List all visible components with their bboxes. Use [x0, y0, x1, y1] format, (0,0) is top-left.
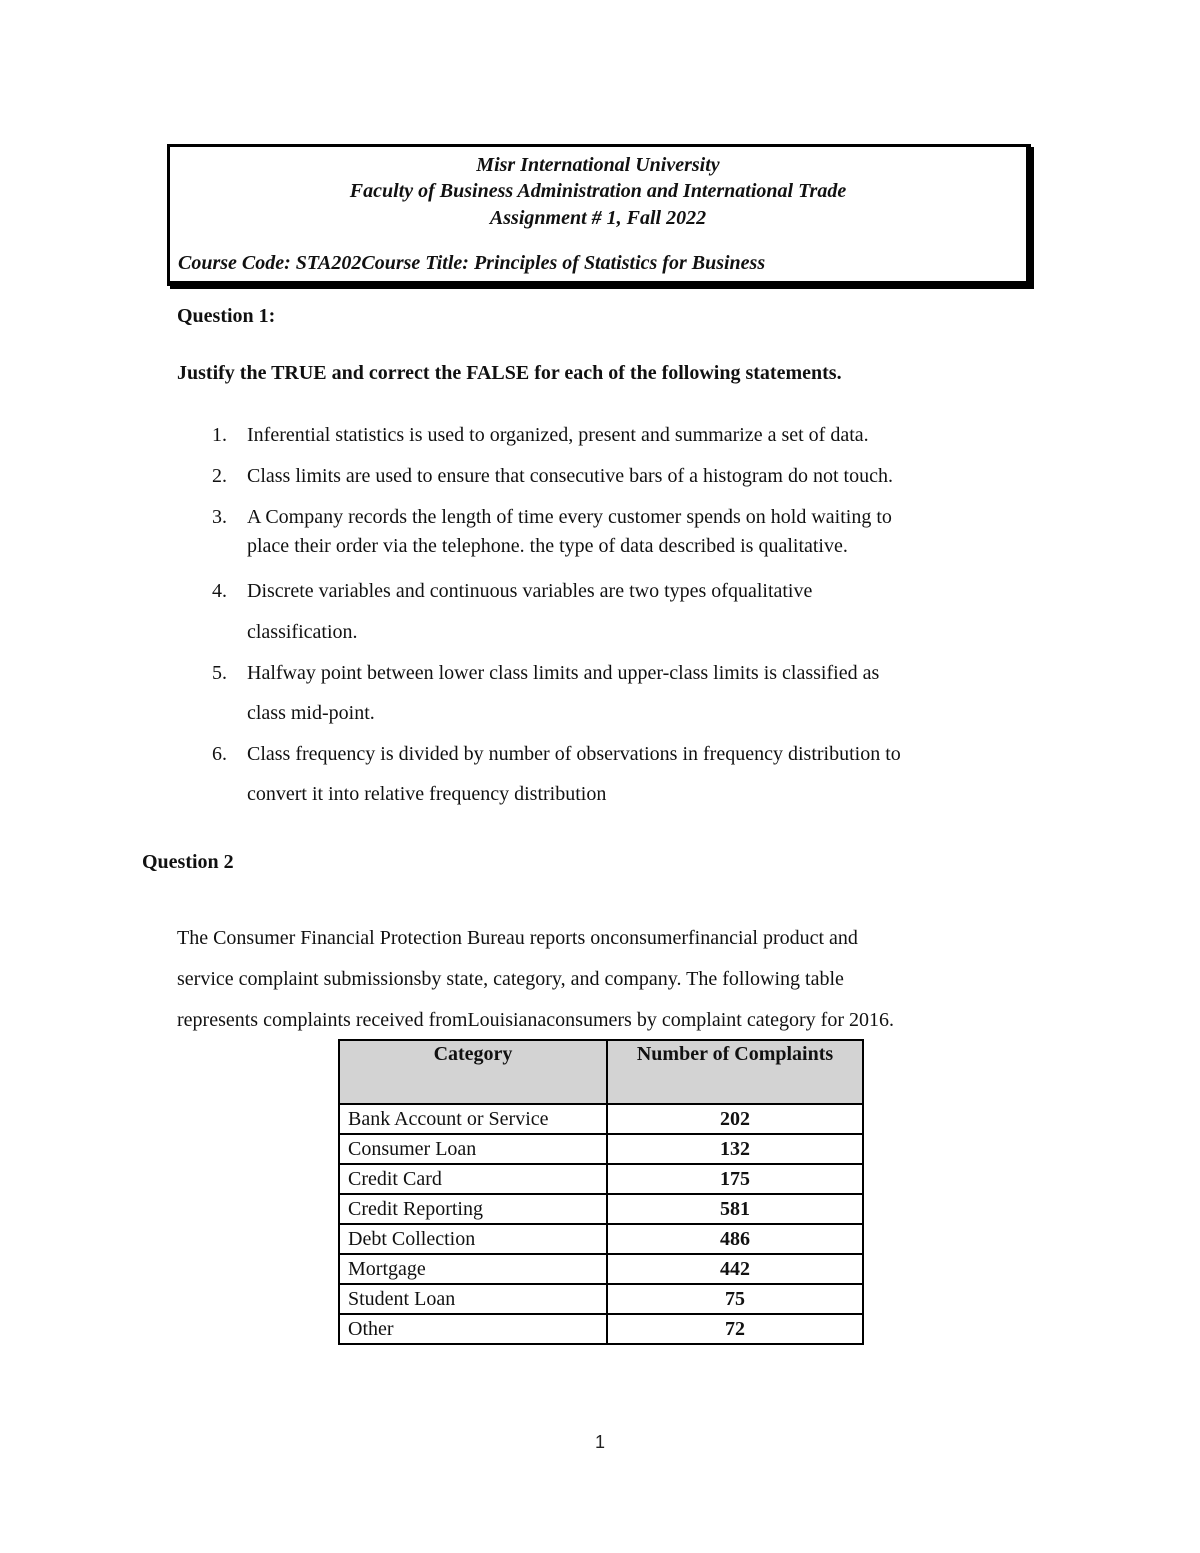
statement-number: 3. [212, 506, 227, 528]
complaints-cell: 202 [607, 1104, 863, 1134]
university-name: Misr International University [476, 154, 720, 176]
table-row [339, 1284, 863, 1314]
statement-number: 1. [212, 424, 227, 446]
statement-number: 6. [212, 743, 227, 765]
table-row [339, 1104, 863, 1134]
category-cell: Bank Account or Service [339, 1104, 607, 1134]
statement-text: Halfway point between lower class limits and upper-class limits is classified as [247, 662, 880, 684]
category-cell: Credit Card [339, 1164, 607, 1194]
category-cell: Mortgage [339, 1254, 607, 1284]
category-cell: Student Loan [339, 1284, 607, 1314]
complaints-cell: 72 [607, 1314, 863, 1344]
statement-number: 4. [212, 580, 227, 602]
question-2-title: Question 2 [142, 851, 234, 873]
statement-text: Class limits are used to ensure that consecutive bars of a histogram do not touch. [247, 465, 893, 487]
statement-number: 5. [212, 662, 227, 684]
statement-text: place their order via the telephone. the type of data described is qualitative. [247, 535, 848, 557]
table-row [339, 1194, 863, 1224]
assignment-title: Assignment # 1, Fall 2022 [489, 207, 707, 229]
category-cell: Credit Reporting [339, 1194, 607, 1224]
statement-text: classification. [247, 621, 358, 643]
statement-number: 2. [212, 465, 227, 487]
table-row [339, 1254, 863, 1284]
paragraph-line: service complaint submissionsby state, category, and company. The following table [177, 968, 844, 990]
question-1-title: Question 1: [177, 305, 276, 327]
course-info: Course Code: STA202Course Title: Principles of Statistics for Business [178, 252, 766, 274]
table-row [339, 1314, 863, 1344]
complaints-cell: 581 [607, 1194, 863, 1224]
faculty-name: Faculty of Business Administration and International Trade [349, 180, 847, 202]
complaints-cell: 75 [607, 1284, 863, 1314]
statement-text: A Company records the length of time every customer spends on hold waiting to [247, 506, 892, 528]
table-row [339, 1134, 863, 1164]
column-header-category: Category [339, 1040, 607, 1104]
document-header-box [167, 144, 1031, 286]
complaints-cell: 486 [607, 1224, 863, 1254]
complaints-cell: 442 [607, 1254, 863, 1284]
column-header-complaints: Number of Complaints [607, 1040, 863, 1104]
statement-text: Discrete variables and continuous variables are two types ofqualitative [247, 580, 813, 602]
table-row [339, 1224, 863, 1254]
complaints-cell: 175 [607, 1164, 863, 1194]
paragraph-line: The Consumer Financial Protection Bureau reports onconsumerfinancial product and [177, 927, 858, 949]
statement-text: Inferential statistics is used to organized, present and summarize a set of data. [247, 424, 869, 446]
page-number: 1 [594, 1432, 605, 1452]
paragraph-line: represents complaints received fromLouisianaconsumers by complaint category for 2016. [177, 1009, 894, 1031]
statement-text: Class frequency is divided by number of observations in frequency distribution to [247, 743, 901, 765]
table-row [339, 1164, 863, 1194]
statement-text: class mid-point. [247, 702, 375, 724]
statement-text: convert it into relative frequency distribution [247, 783, 607, 805]
category-cell: Debt Collection [339, 1224, 607, 1254]
question-1-instruction: Justify the TRUE and correct the FALSE for each of the following statements. [177, 362, 842, 384]
complaints-table [338, 1039, 864, 1345]
category-cell: Consumer Loan [339, 1134, 607, 1164]
question-2-paragraph [177, 918, 1037, 1041]
complaints-cell: 132 [607, 1134, 863, 1164]
table-header-row [339, 1040, 863, 1104]
category-cell: Other [339, 1314, 607, 1344]
